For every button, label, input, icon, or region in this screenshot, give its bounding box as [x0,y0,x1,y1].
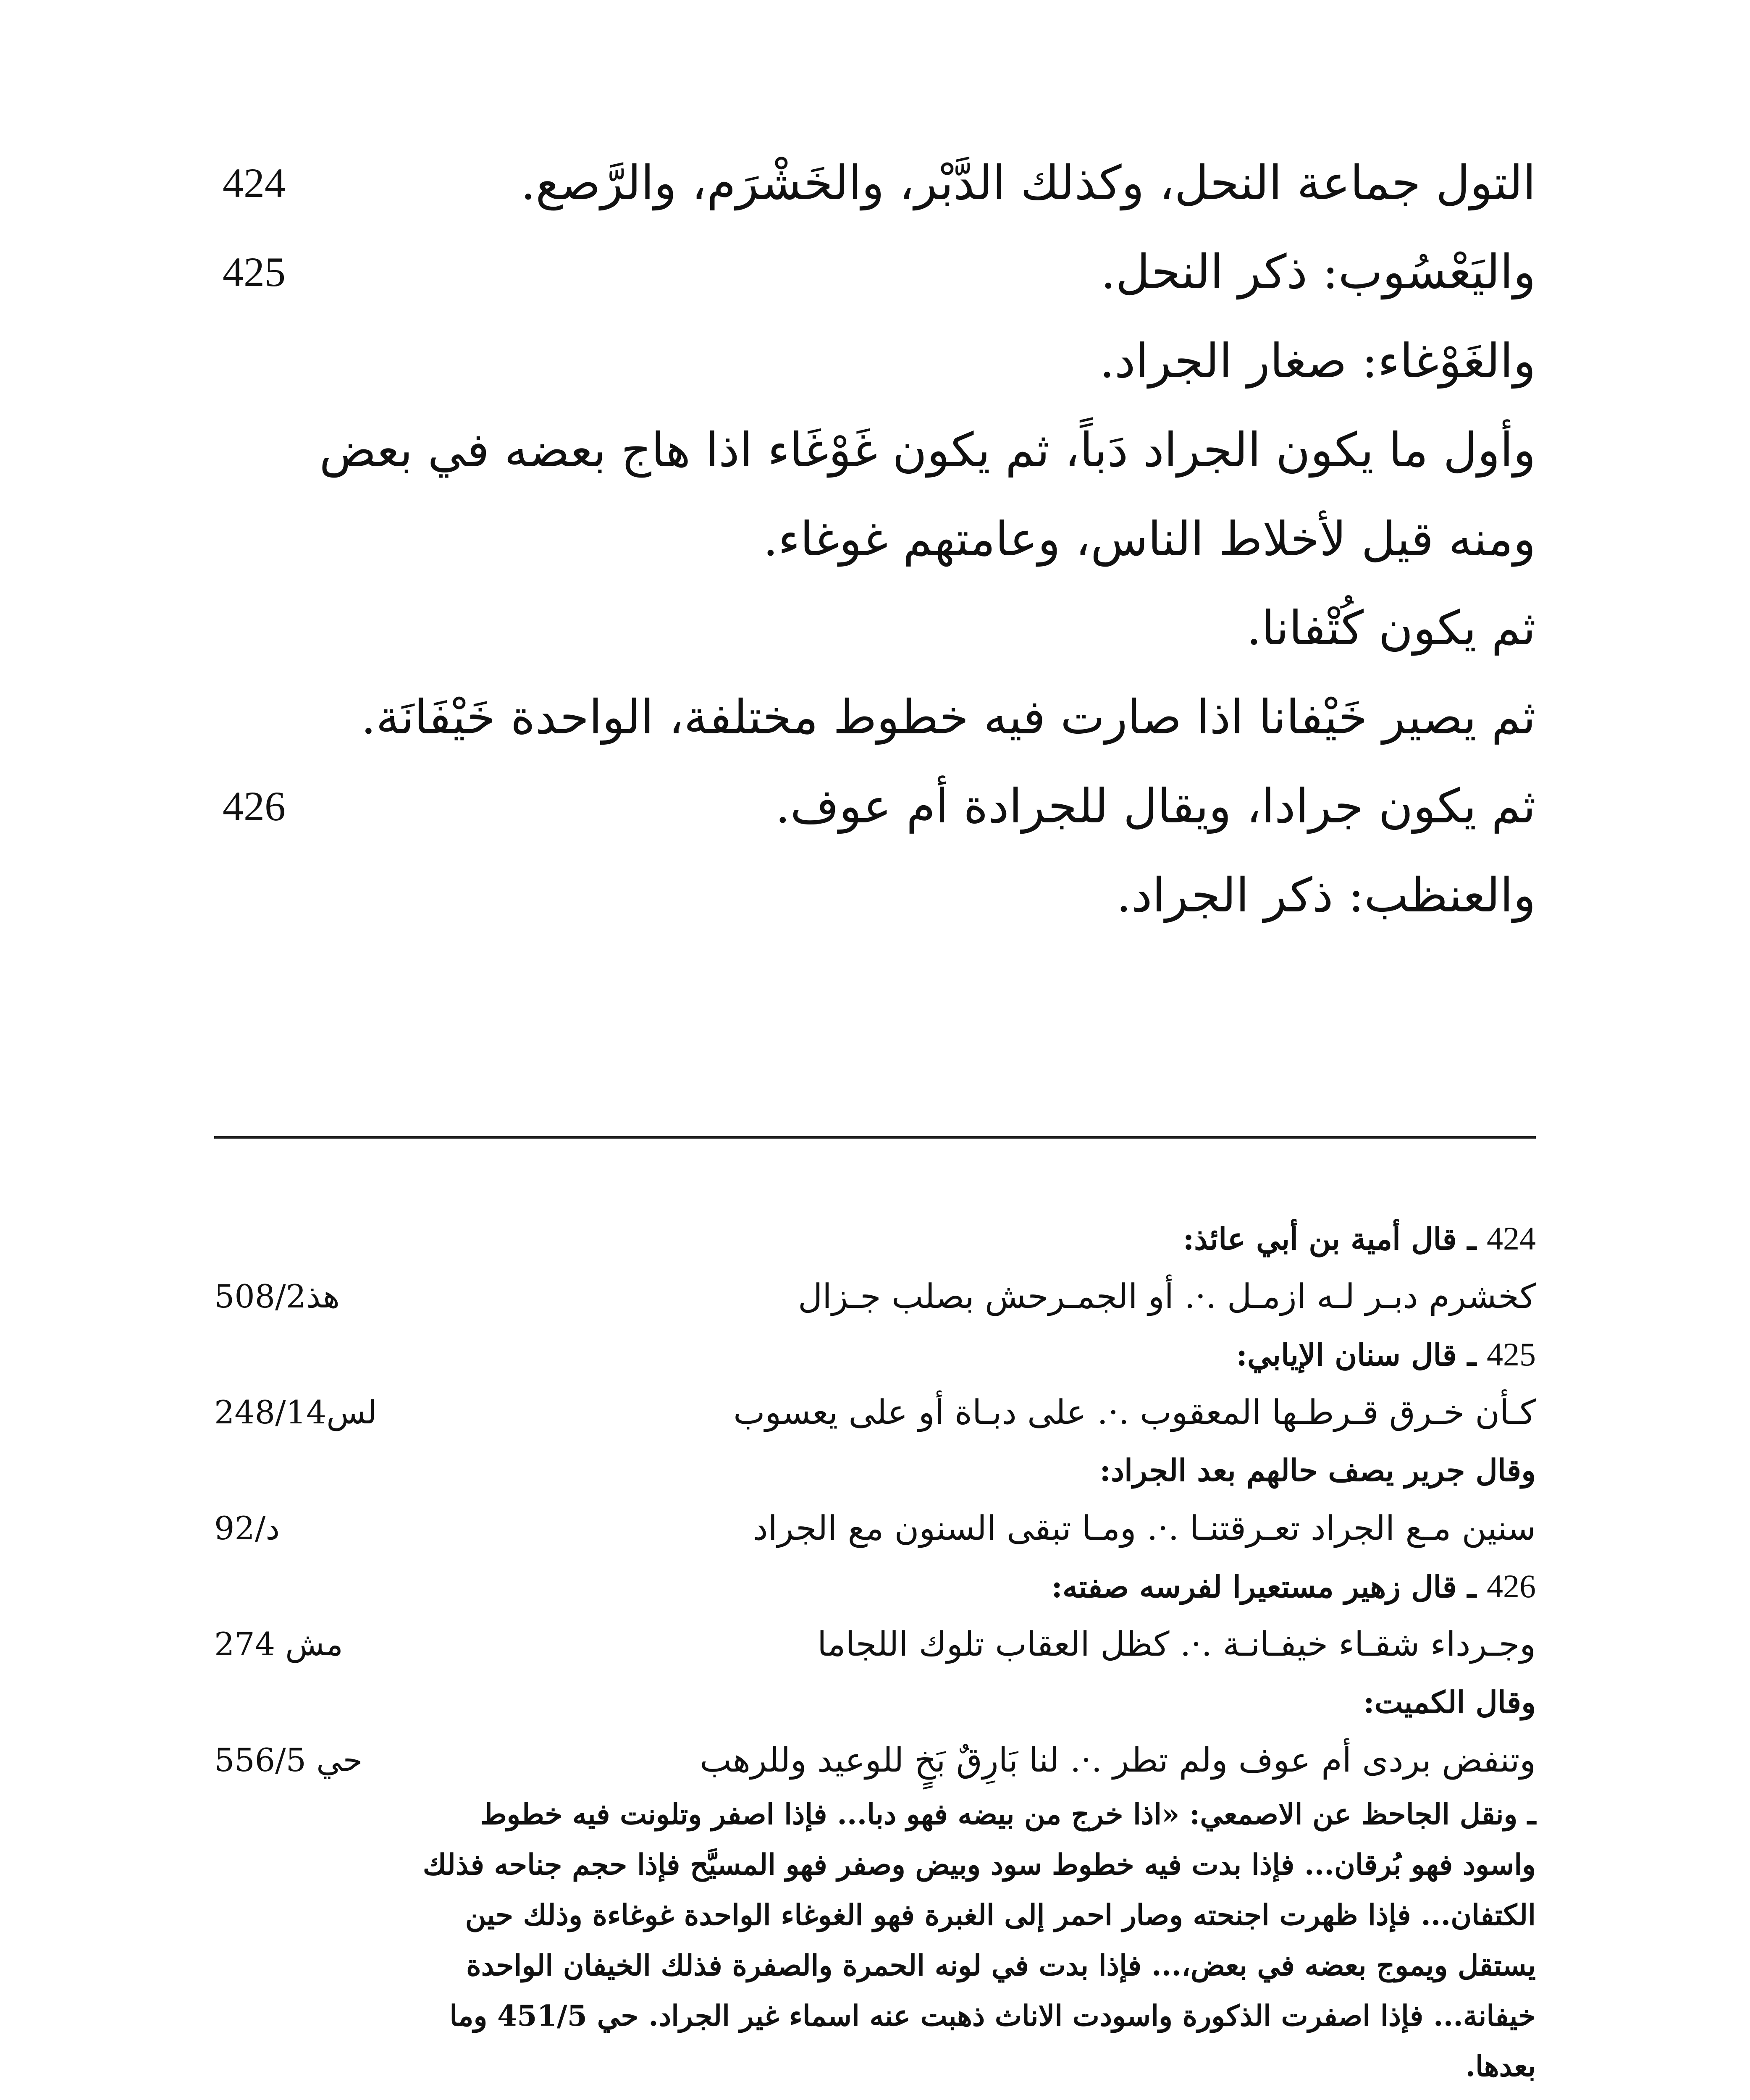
footnote-heading-text: قال أمية بن أبي عائذ: [1183,1221,1457,1257]
verse-text: سنين مـع الجراد تعـرقتنـا .·. ومـا تبقى السنون مع الجراد [753,1509,1536,1548]
source-reference: حي 556/5 [214,1741,363,1779]
verse-text: كـأن خـرق قـرطـها المعقوب .·. على دبـاة أو على يعسوب [733,1393,1536,1432]
footnote-heading-text: قال زهير مستعيرا لفرسه صفته: [1051,1569,1457,1604]
prose-line: واسود فهو بُرقان... فإذا بدت فيه خطوط سود وبيض وصفر فهو المسيَّح فإذا حجم جناحه فذلك [422,1848,1536,1882]
footnote-dash: ـ [1456,1221,1476,1257]
prose-line: بعدها. [1465,2050,1536,2083]
footnote-number: 424 [1487,1220,1536,1257]
verse-line [214,1383,1536,1441]
footnote-heading-425 [214,1326,1536,1383]
source-reference: لس248/14 [214,1394,377,1431]
footnote-subheading: وقال جرير يصف حالهم بعد الجراد: [1099,1452,1536,1488]
source-reference: هذ508/2 [214,1278,340,1315]
main-line-9: والعنظب: ذكر الجراد. [1116,868,1536,923]
prose-line: الكتفان... فإذا ظهرت اجنحته وصار احمر إلى الغبرة فهو الغوغاء الواحدة غوغاءة وذلك حين [465,1898,1536,1932]
verse-line [214,1615,1536,1673]
footnote-divider [214,1136,1536,1139]
main-line-7: ثم يصير خَيْفانا اذا صارت فيه خطوط مختلفة، الواحدة خَيْفَانَة. [361,690,1536,745]
line-number-425: 425 [223,249,286,295]
prose-line: خيفانة... فإذا اصفرت الذكورة واسودت الاناث ذهبت عنه اسماء غير الجراد. حي 451/5 وما [449,1999,1536,2033]
main-line-1: التول جماعة النحل، وكذلك الدَّبْر، والخَشْرَم، والرَّصع. [520,156,1536,210]
verse-line [214,1731,1536,1789]
verse-text: كخشرم دبـر لـه ازمـل .·. أو الجمـرحش بصلب جـزال [798,1277,1536,1316]
main-line-2: واليَعْسُوب: ذكر النحل. [1100,245,1536,299]
footnote-subheading: وقال الكميت: [1363,1684,1536,1720]
footnote-number: 425 [1487,1336,1536,1373]
footnote-number: 426 [1487,1568,1536,1604]
footnote-heading-424 [214,1210,1536,1268]
footnote-heading-426 [214,1557,1536,1615]
footnote-dash: ـ [1456,1337,1476,1373]
main-line-5: ومنه قيل لأخلاط الناس، وعامتهم غوغاء. [763,512,1536,567]
prose-line: يستقل ويموج بعضه في بعض،... فإذا بدت في لونه الحمرة والصفرة فذلك الخيفان الواحدة [466,1949,1536,1982]
source-reference: د/92 [214,1509,280,1547]
main-line-4: وأول ما يكون الجراد دَباً، ثم يكون غَوْغَاء اذا هاج بعضه في بعض [319,423,1536,478]
prose-line: ـ ونقل الجاحظ عن الاصمعي: «اذا خرج من بيضه فهو دبا... فإذا اصفر وتلونت فيه خطوط [480,1798,1536,1831]
source-reference: مش 274 [214,1625,343,1663]
footnote-heading-text: قال سنان الإيابي: [1236,1337,1457,1373]
line-number-426: 426 [223,783,286,830]
main-line-8: ثم يكون جرادا، ويقال للجرادة أم عوف. [775,779,1536,834]
main-line-6: ثم يكون كُتْفانا. [1246,601,1536,656]
verse-line [214,1268,1536,1326]
line-number-424: 424 [223,160,286,206]
main-line-3: والغَوْغاء: صغار الجراد. [1099,334,1536,388]
verse-text: وجـرداء شقـاء خيفـانـة .·. كظل العقاب تلوك اللجاما [817,1625,1536,1664]
verse-line [214,1499,1536,1557]
footnote-dash: ـ [1456,1569,1476,1604]
verse-text: وتنفض بردى أم عوف ولم تطر .·. لنا بَارِقٌ بَخٍ للوعيد وللرهب [700,1740,1536,1780]
footnotes-section [214,1210,1536,2092]
main-text-block [319,139,1536,940]
